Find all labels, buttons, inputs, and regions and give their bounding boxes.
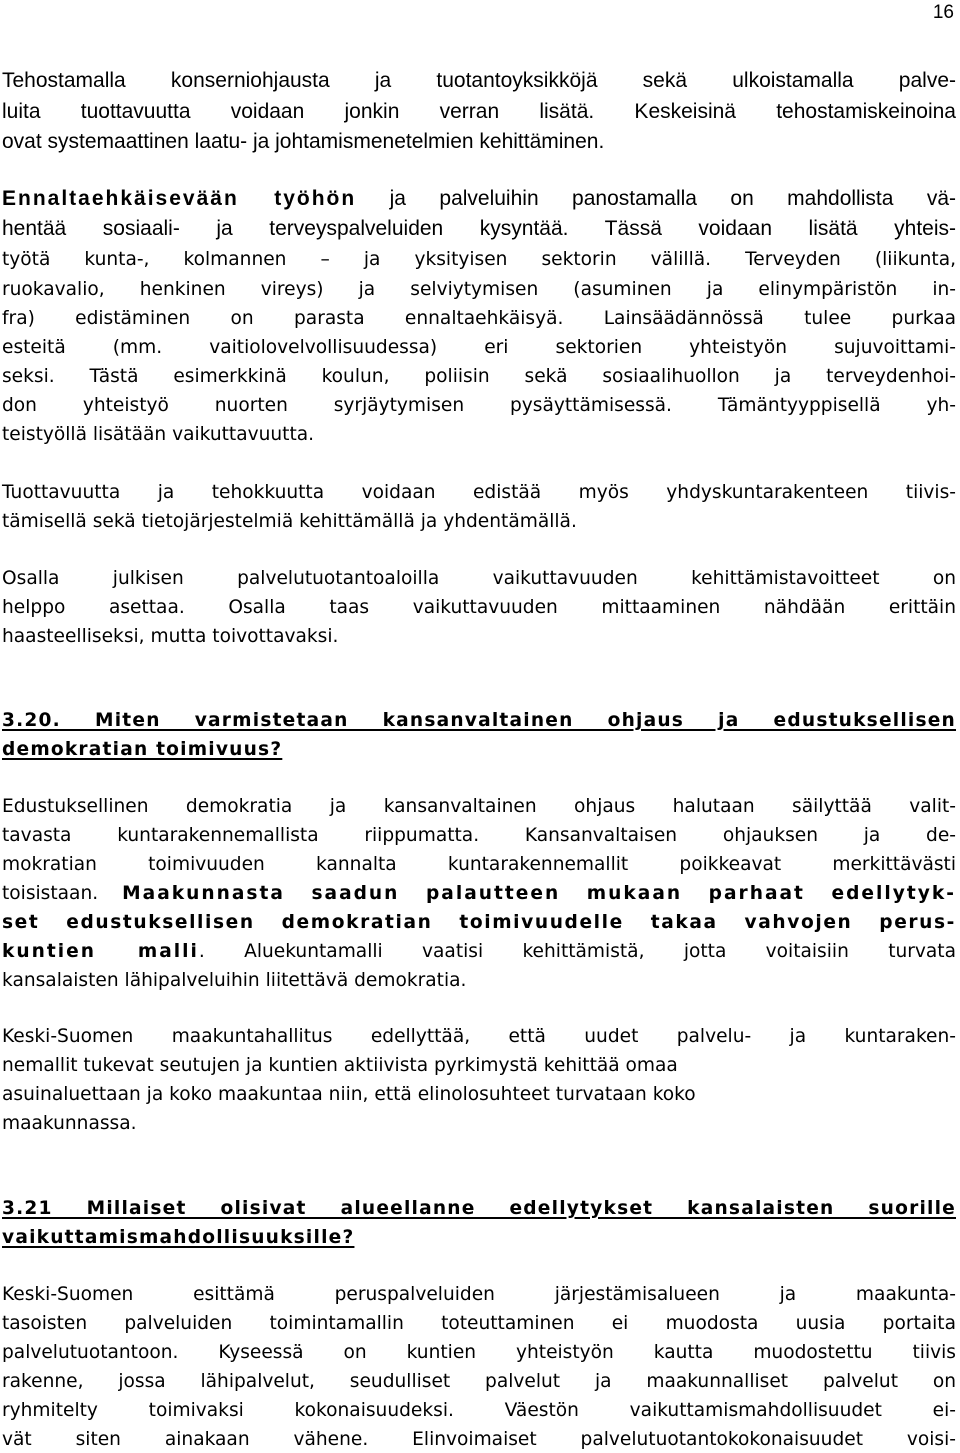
section-heading-3-21: 3.21 Millaiset olisivat alueellanne edellytykset kansalaisten suorille: [2, 1198, 956, 1219]
paragraph-1-line-2: luita tuottavuutta voidaan jonkin verran lisätä. Keskeisinä tehostamiskeinoina: [2, 100, 956, 123]
paragraph-5-line-7: kansalaisten lähipalveluihin liitettävä demokratia.: [2, 970, 467, 991]
emphasis-text: kuntien malli: [2, 941, 199, 962]
paragraph-5-line-5: set edustuksellisen demokratian toimivuudelle takaa vahvojen perus-: [2, 912, 956, 933]
paragraph-7-line-6: vät siten ainakaan vähene. Elinvoimaiset palvelutuotantokokonaisuudet voisi-: [2, 1429, 956, 1450]
paragraph-7-line-5: ryhmitelty toimivaksi kokonaisuudeksi. Väestön vaikuttamismahdollisuudet ei-: [2, 1400, 956, 1421]
paragraph-2-line-2: hentää sosiaali- ja terveyspalveluiden kysyntää. Tässä voidaan lisätä yhteis-: [2, 217, 956, 240]
paragraph-text: ja palveluihin panostamalla on mahdollista vä-: [356, 187, 956, 210]
paragraph-7-line-3: palvelutuotantoon. Kyseessä on kuntien yhteistyön kautta muodostettu tiivis: [2, 1342, 956, 1363]
emphasis-text: Maakunnasta saadun palautteen mukaan parhaat edellytyk-: [122, 883, 956, 904]
paragraph-1-line-1: Tehostamalla konserniohjausta ja tuotantoyksikköjä sekä ulkoistamalla palve-: [2, 69, 956, 92]
paragraph-5-line-3: mokratian toimivuuden kannalta kuntarakennemallit poikkeavat merkittävästi: [2, 854, 956, 875]
paragraph-2-line-7: seksi. Tästä esimerkkinä koulun, poliisin sekä sosiaalihuollon ja terveydenhoi-: [2, 366, 956, 387]
paragraph-2-line-3: työtä kunta-, kolmannen – ja yksityisen sektorin välillä. Terveyden (liikunta,: [2, 249, 956, 270]
paragraph-7-line-4: rakenne, jossa lähipalvelut, seudulliset palvelut ja maakunnalliset palvelut on: [2, 1371, 956, 1392]
paragraph-2-line-4: ruokavalio, henkinen vireys) ja selviytymisen (asuminen ja elinympäristön in-: [2, 279, 956, 300]
paragraph-5-line-4: [2, 885, 956, 904]
paragraph-5-line-6: [2, 943, 956, 962]
paragraph-4-line-1: Osalla julkisen palvelutuotantoaloilla vaikuttavuuden kehittämistavoitteet on: [2, 568, 956, 589]
paragraph-2-line-5: fra) edistäminen on parasta ennaltaehkäisyä. Lainsäädännössä tulee purkaa: [2, 308, 956, 329]
paragraph-6-line-3: asuinaluettaan ja koko maakuntaa niin, että elinolosuhteet turvataan koko: [2, 1084, 696, 1105]
paragraph-2-line-1: [2, 188, 956, 209]
paragraph-5-line-1: Edustuksellinen demokratia ja kansanvaltainen ohjaus halutaan säilyttää valit-: [2, 796, 956, 817]
paragraph-2-line-9: teistyöllä lisätään vaikuttavuutta.: [2, 424, 315, 445]
page-number: 16: [932, 2, 954, 23]
paragraph-6-line-1: Keski-Suomen maakuntahallitus edellyttää, että uudet palvelu- ja kuntaraken-: [2, 1026, 956, 1047]
paragraph-1-line-3: ovat systemaattinen laatu- ja johtamismenetelmien kehittäminen.: [2, 130, 605, 153]
paragraph-7-line-1: Keski-Suomen esittämä peruspalveluiden järjestämisalueen ja maakunta-: [2, 1284, 956, 1305]
paragraph-2-line-8: don yhteistyö nuorten syrjäytymisen pysäyttämisessä. Tämäntyyppisellä yh-: [2, 395, 956, 416]
paragraph-2-line-6: esteitä (mm. vaitiolovelvollisuudessa) eri sektorien yhteistyön sujuvoittami-: [2, 337, 956, 358]
paragraph-7-line-2: tasoisten palveluiden toimintamallin toteuttaminen ei muodosta uusia portaita: [2, 1313, 956, 1334]
section-heading-3-21-continued: vaikuttamismahdollisuuksille?: [2, 1227, 355, 1248]
paragraph-6-line-2: nemallit tukevat seutujen ja kuntien aktiivista pyrkimystä kehittää omaa: [2, 1055, 678, 1076]
paragraph-4-line-2: helppo asettaa. Osalla taas vaikuttavuuden mittaaminen nähdään erittäin: [2, 597, 956, 618]
emphasis-text: Ennaltaehkäisevään työhön: [2, 187, 357, 210]
paragraph-text: . Aluekuntamalli vaatisi kehittämistä, jotta voitaisiin turvata: [198, 941, 956, 962]
paragraph-4-line-3: haasteelliseksi, mutta toivottavaksi.: [2, 626, 339, 647]
paragraph-3-line-2: tämisellä sekä tietojärjestelmiä kehittämällä ja yhdentämällä.: [2, 511, 577, 532]
section-heading-3-20: 3.20. Miten varmistetaan kansanvaltainen ohjaus ja edustuksellisen: [2, 710, 956, 731]
section-heading-3-20-continued: demokratian toimivuus?: [2, 739, 283, 760]
paragraph-text: toisistaan.: [2, 883, 123, 904]
paragraph-6-line-4: maakunnassa.: [2, 1113, 137, 1134]
paragraph-5-line-2: tavasta kuntarakennemallista riippumatta. Kansanvaltaisen ohjauksen ja de-: [2, 825, 956, 846]
paragraph-3-line-1: Tuottavuutta ja tehokkuutta voidaan edistää myös yhdyskuntarakenteen tiivis-: [2, 482, 956, 503]
